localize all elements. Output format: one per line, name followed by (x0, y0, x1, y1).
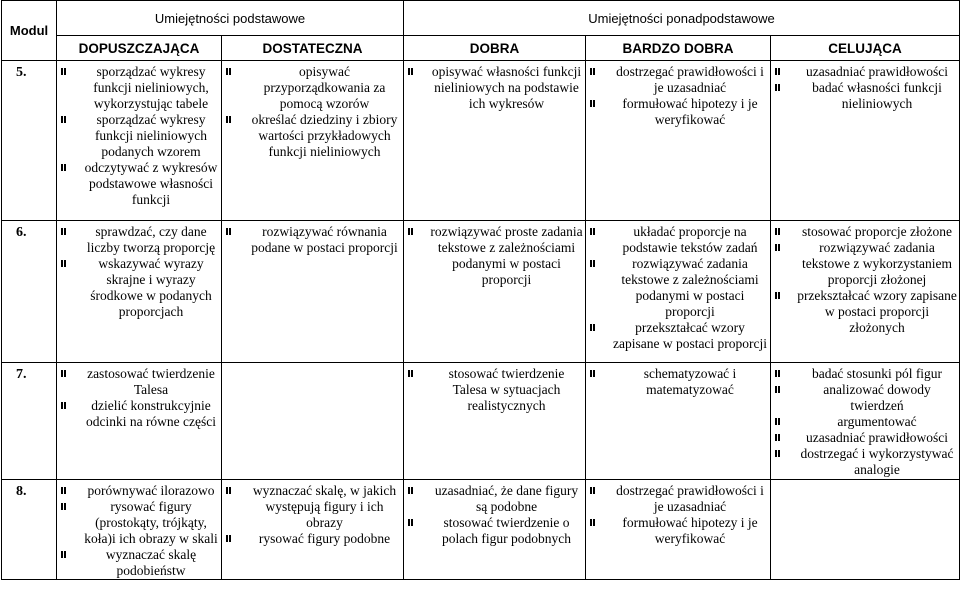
bullet-icon (61, 164, 66, 171)
bullet-icon (590, 68, 595, 75)
skill-list (222, 363, 403, 366)
skill-text: dostrzegać i wykorzystywać analogie (800, 446, 954, 477)
skill-cell (57, 363, 222, 480)
skill-text: stosować proporcje złożone (802, 224, 952, 239)
skill-text: dzielić konstrukcyjnie odcinki na równe części (85, 398, 217, 429)
module-number: 7. (2, 363, 57, 480)
bullet-icon (590, 370, 595, 377)
skill-text: rysować figury (prostokąty, trójkąty, koła)i ich obrazy w skali (84, 499, 218, 546)
list-item (408, 366, 583, 414)
list-item (61, 398, 219, 430)
module-number: 5. (2, 61, 57, 221)
grade-header: DOBRA (404, 36, 586, 61)
bullet-icon (226, 228, 231, 235)
bullet-icon (775, 450, 780, 457)
list-item (226, 112, 401, 160)
skill-text: układać proporcje na podstawie tekstów zadań (622, 224, 758, 255)
skill-list (771, 221, 959, 336)
skill-text: opisywać własności funkcji nieliniowych na podstawie ich wykresów (431, 64, 582, 111)
skill-list (586, 61, 770, 128)
skill-text: formułować hipotezy i je weryfikować (622, 515, 758, 546)
list-item (226, 64, 401, 112)
list-item (590, 96, 768, 128)
header-row-2 (2, 36, 960, 61)
skill-text: badać własności funkcji nieliniowych (812, 80, 942, 111)
skill-text: stosować twierdzenie Talesa w sytuacjach realistycznych (448, 366, 565, 413)
skill-text: badać stosunki pól figur (811, 366, 943, 381)
bullet-icon (775, 244, 780, 251)
skill-list (771, 363, 959, 478)
bullet-icon (61, 402, 66, 409)
bullet-icon (408, 228, 413, 235)
skill-text: opisywać przyporządkowania za pomocą wzorów (263, 64, 386, 111)
skill-text: uzasadniać, że dane figury są podobne (434, 483, 579, 514)
skill-list (57, 61, 221, 208)
list-item (775, 288, 957, 336)
list-item (775, 414, 957, 430)
bullet-icon (226, 535, 231, 542)
skill-cell (222, 363, 404, 480)
bullet-icon (61, 68, 66, 75)
skill-list (222, 221, 403, 256)
skill-text: wyznaczać skalę podobieństw (105, 547, 197, 578)
list-item (590, 515, 768, 547)
skill-text: zastosować twierdzenie Talesa (87, 366, 215, 397)
skill-text: odczytywać z wykresów podstawowe własności funkcji (84, 160, 218, 207)
skill-text: wskazywać wyrazy skrajne i wyrazy środkowe w podanych proporcjach (90, 256, 212, 319)
list-item (775, 64, 957, 80)
skill-cell (404, 363, 586, 480)
list-item (775, 366, 957, 382)
skill-cell (57, 480, 222, 580)
skill-list (771, 480, 959, 483)
skill-cell (57, 221, 222, 363)
list-item (61, 366, 219, 398)
bullet-icon (590, 228, 595, 235)
skill-cell (222, 480, 404, 580)
bullet-icon (408, 487, 413, 494)
skill-cell (57, 61, 222, 221)
grade-header: BARDZO DOBRA (586, 36, 771, 61)
bullet-icon (61, 487, 66, 494)
skill-text: dostrzegać prawidłowości i je uzasadniać (616, 483, 764, 514)
skill-text: schematyzować i matematyzować (643, 366, 737, 397)
skill-text: formułować hipotezy i je weryfikować (622, 96, 758, 127)
skill-cell (586, 363, 771, 480)
bullet-icon (408, 519, 413, 526)
list-item (775, 382, 957, 414)
skill-cell (586, 61, 771, 221)
skill-list (404, 221, 585, 288)
skill-text: rozwiązywać zadania tekstowe z zależnościami podanymi w postaci proporcji (621, 256, 759, 319)
skill-list (586, 363, 770, 398)
list-item (590, 483, 768, 515)
skill-cell (771, 221, 960, 363)
skill-text: sprawdzać, czy dane liczby tworzą proporcję (86, 224, 216, 255)
bullet-icon (61, 503, 66, 510)
bullet-icon (775, 418, 780, 425)
list-item (226, 531, 401, 547)
skill-cell (771, 480, 960, 580)
bullet-icon (775, 370, 780, 377)
list-item (590, 224, 768, 256)
skill-cell (404, 221, 586, 363)
skill-text: analizować dowody twierdzeń (823, 382, 931, 413)
list-item (775, 446, 957, 478)
skill-text: rozwiązywać proste zadania tekstowe z zależnościami podanymi w postaci proporcji (430, 224, 583, 287)
bullet-icon (775, 386, 780, 393)
bullet-icon (775, 434, 780, 441)
list-item (61, 499, 219, 547)
bullet-icon (590, 324, 595, 331)
skill-list (404, 363, 585, 414)
modul-header: Modul (2, 1, 57, 61)
list-item (61, 160, 219, 208)
skill-list (57, 363, 221, 430)
header-row-1 (2, 1, 960, 36)
list-item (408, 224, 583, 288)
skill-text: sporządzać wykresy funkcji nieliniowych podanych wzorem (94, 112, 208, 159)
list-item (775, 80, 957, 112)
grade-header: DOPUSZCZAJĄCA (57, 36, 222, 61)
bullet-icon (408, 370, 413, 377)
grade-header: CELUJĄCA (771, 36, 960, 61)
list-item (408, 483, 583, 515)
list-item (775, 240, 957, 288)
list-item (61, 483, 219, 499)
list-item (590, 256, 768, 320)
bullet-icon (775, 292, 780, 299)
skill-list (57, 221, 221, 320)
skill-cell (222, 61, 404, 221)
bullet-icon (590, 100, 595, 107)
skill-list (404, 61, 585, 112)
bullet-icon (226, 116, 231, 123)
list-item (775, 224, 957, 240)
skill-cell (404, 480, 586, 580)
skill-text: określać dziedziny i zbiory wartości przykładowych funkcji nieliniowych (251, 112, 398, 159)
bullet-icon (590, 260, 595, 267)
skill-list (404, 480, 585, 547)
table-row (2, 363, 960, 480)
bullet-icon (226, 68, 231, 75)
skill-text: rysować figury podobne (258, 531, 391, 546)
skill-text: porównywać ilorazowo (87, 483, 215, 498)
list-item (61, 224, 219, 256)
skill-list (222, 61, 403, 160)
bullet-icon (775, 84, 780, 91)
list-item (61, 256, 219, 320)
skill-list (222, 480, 403, 547)
module-number: 6. (2, 221, 57, 363)
bullet-icon (61, 551, 66, 558)
bullet-icon (61, 370, 66, 377)
bullet-icon (61, 116, 66, 123)
skill-text: przekształcać wzory zapisane w postaci proporcji (612, 320, 768, 351)
skill-text: argumentować (837, 414, 917, 429)
list-item (590, 320, 768, 352)
bullet-icon (775, 68, 780, 75)
list-item (226, 224, 401, 256)
bullet-icon (408, 68, 413, 75)
skill-text: stosować twierdzenie o polach figur podobnych (442, 515, 571, 546)
skill-text: uzasadniać prawidłowości (805, 64, 949, 79)
skill-text: wyznaczać skalę, w jakich występują figury i ich obrazy (252, 483, 397, 530)
bullet-icon (775, 228, 780, 235)
bullet-icon (590, 487, 595, 494)
skill-list (771, 61, 959, 112)
list-item (775, 430, 957, 446)
list-item (226, 483, 401, 531)
table-row (2, 221, 960, 363)
skill-cell (404, 61, 586, 221)
list-item (61, 547, 219, 579)
table-body (2, 61, 960, 580)
skill-cell (586, 221, 771, 363)
skill-list (57, 480, 221, 579)
module-number: 8. (2, 480, 57, 580)
skill-text: rozwiązywać zadania tekstowe z wykorzystaniem proporcji złożonej (802, 240, 952, 287)
skill-cell (771, 363, 960, 480)
table-row (2, 61, 960, 221)
list-item (61, 112, 219, 160)
advanced-skills-header: Umiejętności ponadpodstawowe (404, 1, 960, 36)
skill-text: rozwiązywać równania podane w postaci proporcji (251, 224, 398, 255)
basic-skills-header: Umiejętności podstawowe (57, 1, 404, 36)
skill-cell (586, 480, 771, 580)
list-item (590, 366, 768, 398)
skill-text: przekształcać wzory zapisane w postaci proporcji złożonych (797, 288, 957, 335)
skill-cell (771, 61, 960, 221)
grade-header: DOSTATECZNA (222, 36, 404, 61)
skill-cell (222, 221, 404, 363)
skill-list (586, 221, 770, 352)
bullet-icon (61, 260, 66, 267)
skills-table (1, 0, 960, 580)
list-item (408, 515, 583, 547)
bullet-icon (590, 519, 595, 526)
skill-text: dostrzegać prawidłowości i je uzasadniać (616, 64, 764, 95)
list-item (590, 64, 768, 96)
skill-list (586, 480, 770, 547)
bullet-icon (61, 228, 66, 235)
bullet-icon (226, 487, 231, 494)
skill-text: sporządzać wykresy funkcji nieliniowych, wykorzystując tabele (93, 64, 209, 111)
skill-text: uzasadniać prawidłowości (805, 430, 949, 445)
list-item (61, 64, 219, 112)
list-item (408, 64, 583, 112)
table-row (2, 480, 960, 580)
